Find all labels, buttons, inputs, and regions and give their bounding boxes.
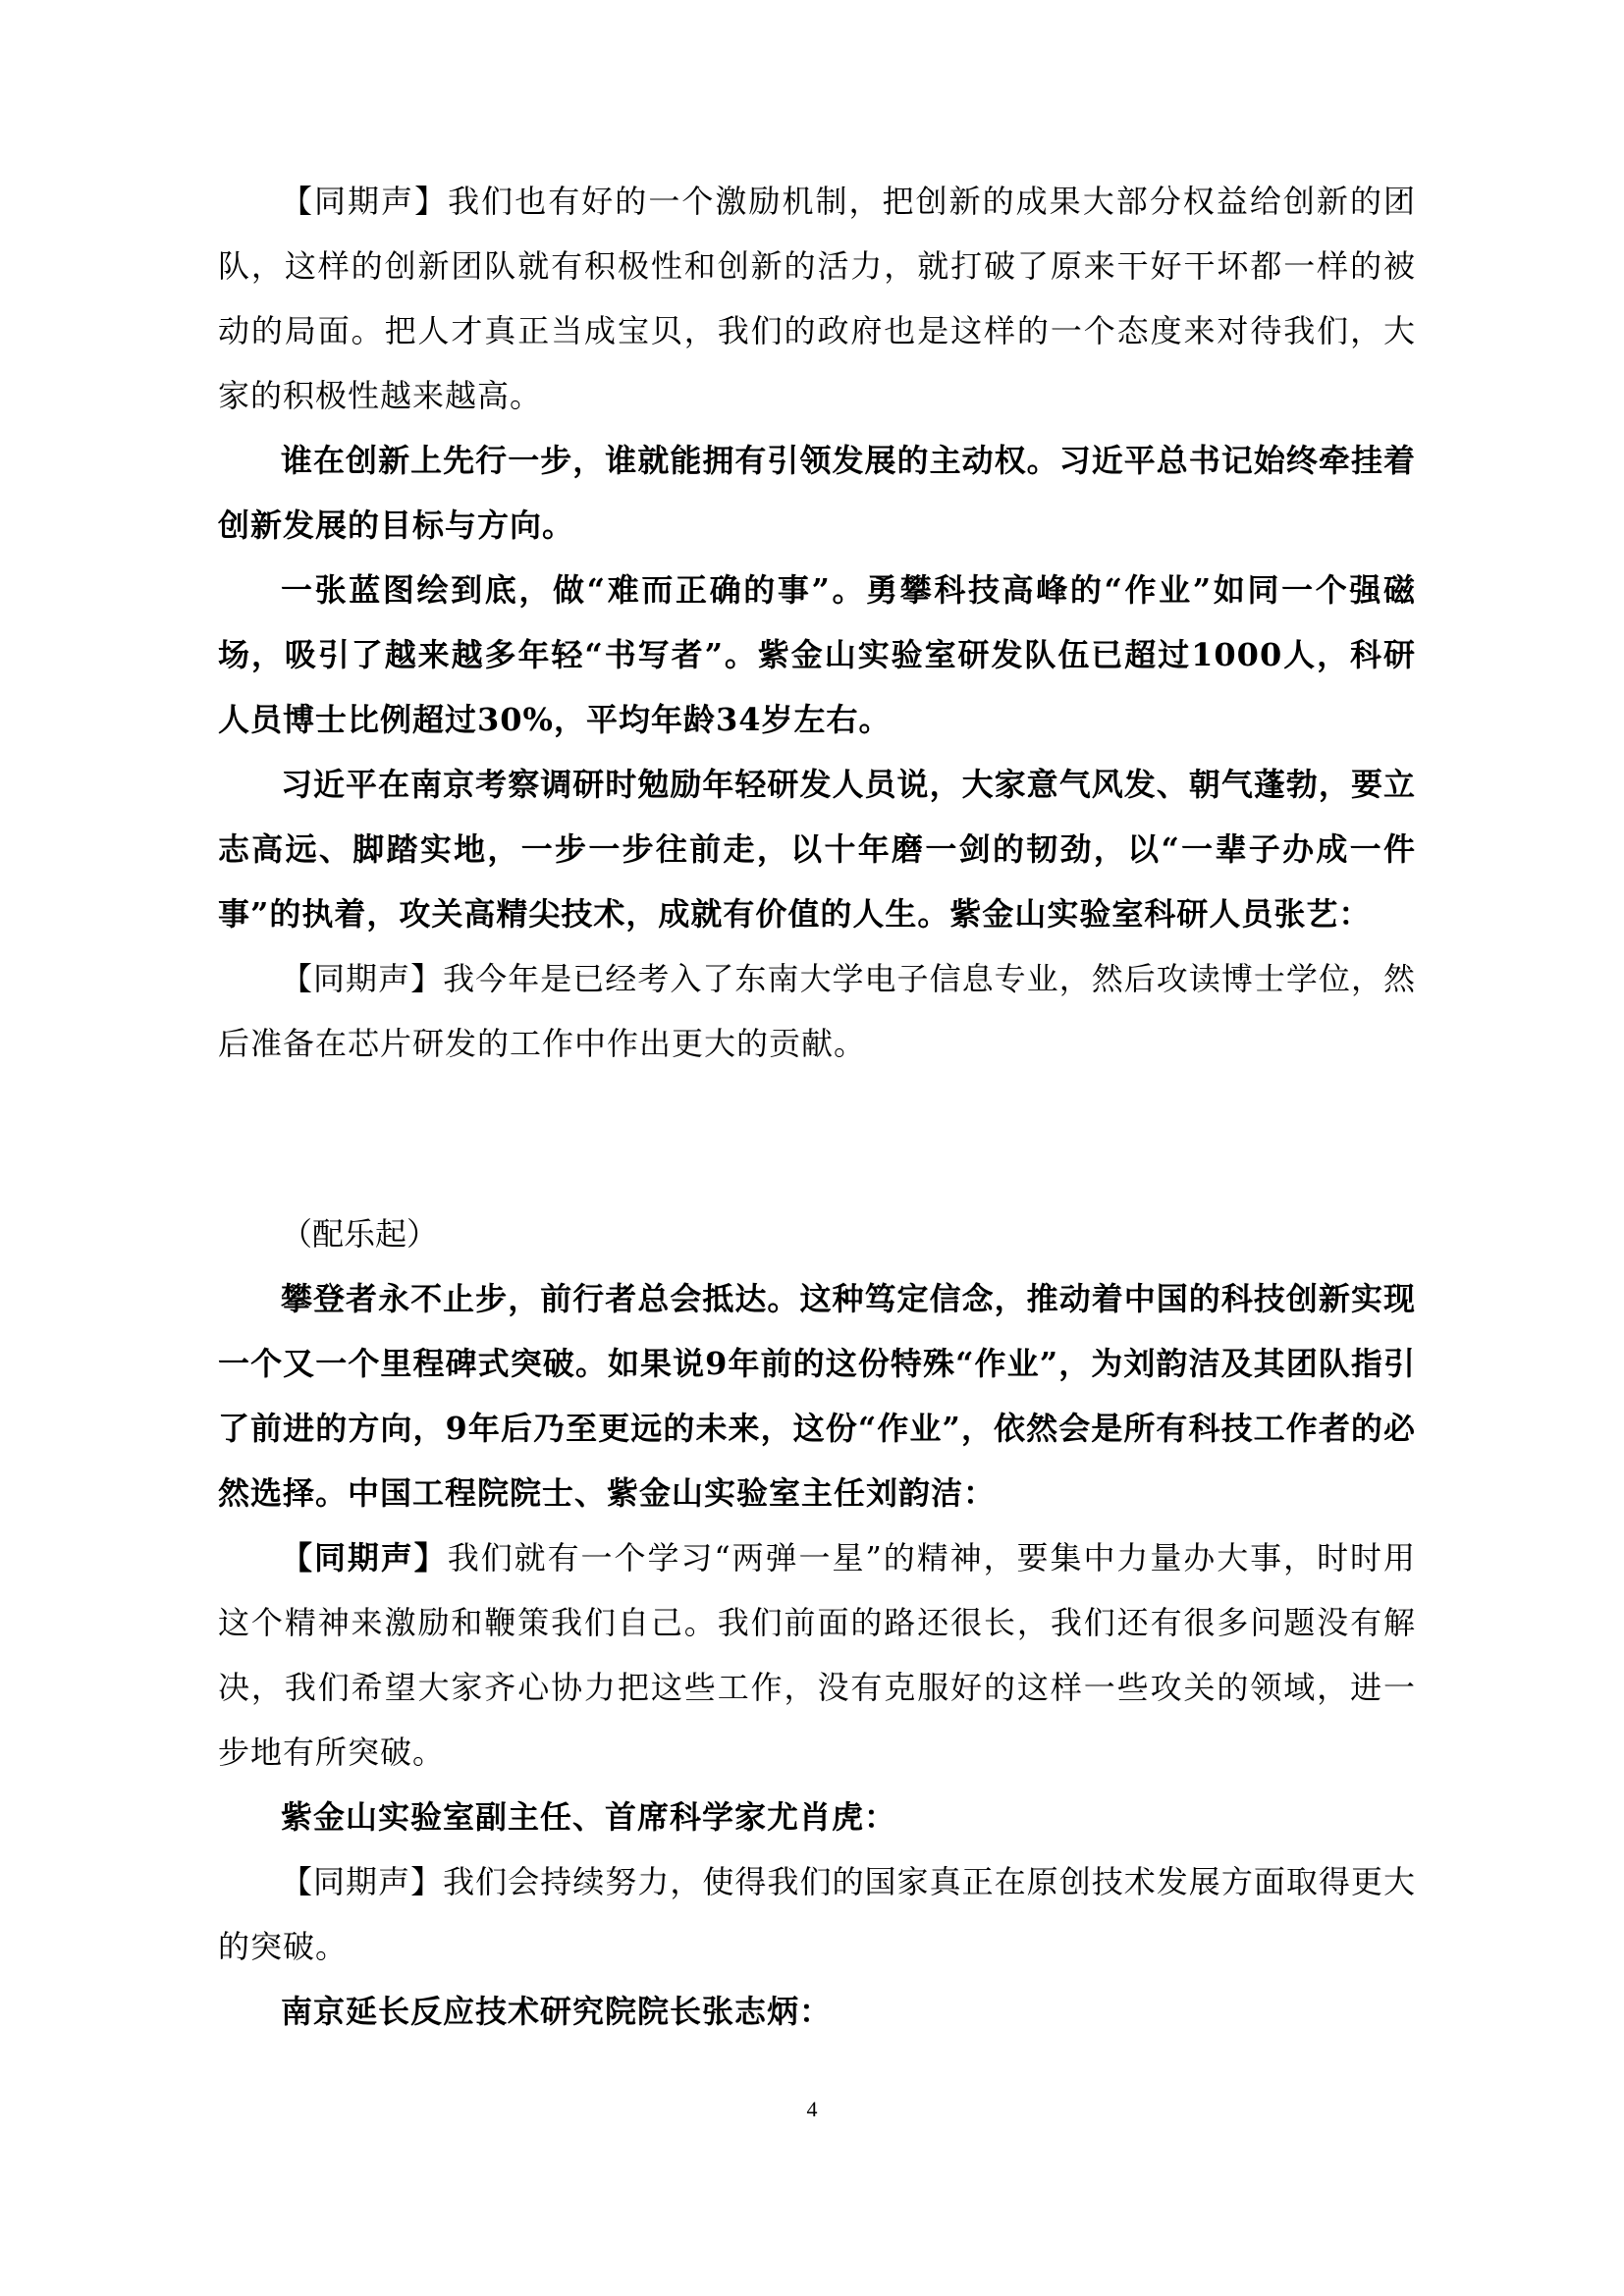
music-cue: （配乐起） bbox=[281, 1215, 439, 1253]
paragraph-xi-encouragement: 习近平在南京考察调研时勉励年轻研发人员说，大家意气风发、朝气蓬勃，要立志高远、脚踏实地，一步一步往前走，以十年磨一剑的韧劲，以“一辈子办成一件事”的执着，攻关高精尖技术，成就有价值的人生。紫金山实验室科研人员张艺： bbox=[218, 766, 1416, 933]
paragraph-innovation-lead: 谁在创新上先行一步，谁就能拥有引领发展的主动权。习近平总书记始终牵挂着创新发展的目标与方向。 bbox=[218, 442, 1416, 544]
page-number: 4 bbox=[806, 2097, 818, 2121]
interview-label: 【同期声】 bbox=[281, 1539, 448, 1576]
paragraph-interview-zhangyi: 【同期声】我今年是已经考入了东南大学电子信息专业，然后攻读博士学位，然后准备在芯片研发的工作中作出更大的贡献。 bbox=[218, 960, 1416, 1062]
speaker-zhangzhibing: 南京延长反应技术研究院院长张志炳： bbox=[281, 1993, 833, 2030]
section-spacer bbox=[218, 1076, 1416, 1201]
paragraph-interview-liuyunjie bbox=[218, 1525, 1416, 1785]
speaker-youxiaohu: 紫金山实验室副主任、首席科学家尤肖虎： bbox=[281, 1798, 897, 1836]
paragraph-interview-youxiaohu: 【同期声】我们会持续努力，使得我们的国家真正在原创技术发展方面取得更大的突破。 bbox=[218, 1863, 1416, 1965]
paragraph-interview-1: 【同期声】我们也有好的一个激励机制，把创新的成果大部分权益给创新的团队，这样的创新团队就有积极性和创新的活力，就打破了原来干好干坏都一样的被动的局面。把人才真正当成宝贝，我们的政府也是这样的一个态度来对待我们，大家的积极性越来越高。 bbox=[218, 183, 1416, 414]
document-body bbox=[218, 169, 1416, 2044]
paragraph-climbers: 攀登者永不止步，前行者总会抵达。这种笃定信念，推动着中国的科技创新实现一个又一个里程碑式突破。如果说9年前的这份特殊“作业”，为刘韵洁及其团队指引了前进的方向，9年后乃至更远的未来，这份“作业”，依然会是所有科技工作者的必然选择。中国工程院院士、紫金山实验室主任刘韵洁： bbox=[218, 1280, 1416, 1512]
paragraph-blueprint: 一张蓝图绘到底，做“难而正确的事”。勇攀科技高峰的“作业”如同一个强磁场，吸引了越来越多年轻“书写者”。紫金山实验室研发队伍已超过1000人，科研人员博士比例超过30%，平均年龄34岁左右。 bbox=[218, 571, 1416, 738]
interview-text: 我们就有一个学习“两弹一星”的精神，要集中力量办大事，时时用这个精神来激励和鞭策我们自己。我们前面的路还很长，我们还有很多问题没有解决，我们希望大家齐心协力把这些工作，没有克服好的这样一些攻关的领域，进一步地有所突破。 bbox=[218, 1539, 1416, 1771]
